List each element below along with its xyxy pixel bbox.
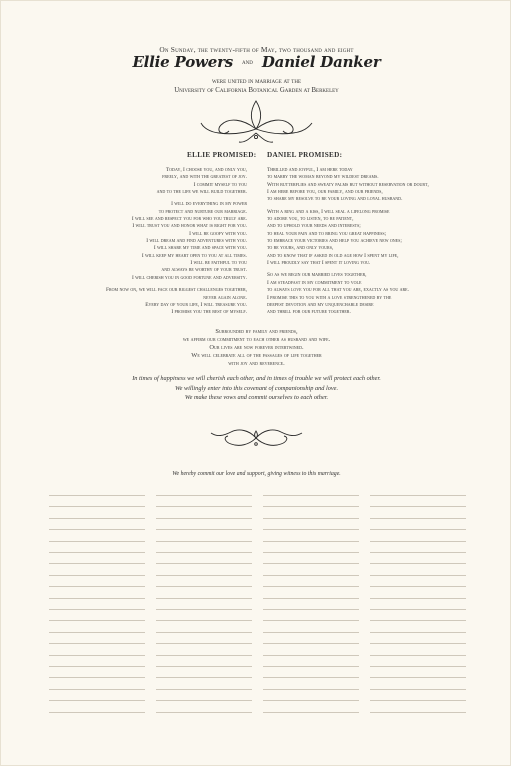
vow-line: freely, and with the greatest of joy. (162, 174, 247, 181)
vow-line: With butterflies and sweaty palms but without reservation or doubt, (267, 181, 429, 188)
signature-line[interactable] (263, 495, 359, 496)
vow-line: to adore you, to listen, to be patient, (267, 216, 354, 223)
signature-line[interactable] (370, 552, 466, 553)
signature-line[interactable] (263, 529, 359, 530)
signature-line[interactable] (156, 598, 252, 599)
signature-line[interactable] (370, 586, 466, 587)
signature-line[interactable] (263, 552, 359, 553)
signature-line[interactable] (49, 700, 145, 701)
signature-line[interactable] (263, 632, 359, 633)
signature-line[interactable] (370, 700, 466, 701)
signature-line[interactable] (156, 609, 252, 610)
signature-line[interactable] (263, 689, 359, 690)
vow-line: I will see and respect you for who you truly are. (131, 216, 247, 223)
signature-line[interactable] (49, 529, 145, 530)
signature-line[interactable] (263, 506, 359, 507)
signature-line[interactable] (156, 643, 252, 644)
signature-line[interactable] (156, 666, 252, 667)
vow-line: Thrilled and joyful, I am here today (267, 167, 353, 173)
vow-line: With a ring and a kiss, I will seal a lifelong promise (267, 208, 390, 215)
vow-line: to share my resolve to be your loving and loyal husband. (267, 196, 403, 203)
vow-line: So as we begin our married lives together, (267, 272, 367, 279)
vow-line: and to know that if asked in old age how I spent my life, (267, 252, 399, 259)
signature-line[interactable] (263, 620, 359, 621)
signature-line[interactable] (49, 518, 145, 519)
signature-line[interactable] (49, 552, 145, 553)
vow-line: I will trust you and honor what is right for you. (132, 223, 247, 230)
covenant-text (1, 374, 511, 403)
vow-line: I am steadfast in my commitment to vole (267, 279, 362, 286)
vow-line: I will keep my heart open to you at all times. (141, 252, 247, 259)
affirmation-line: Surrounded by family and friends, (215, 328, 298, 335)
signature-line[interactable] (263, 563, 359, 564)
vow-line: and always be worthy of your trust. (161, 267, 247, 274)
signature-line[interactable] (49, 689, 145, 690)
signature-line[interactable] (370, 495, 466, 496)
signature-line[interactable] (370, 529, 466, 530)
signature-line[interactable] (49, 495, 145, 496)
covenant-line: We make these vows and commit ourselves to each other. (184, 394, 329, 402)
daniel-para-2 (267, 209, 475, 268)
signature-line[interactable] (156, 586, 252, 587)
signature-line[interactable] (263, 586, 359, 587)
vow-line: never again alone. (203, 294, 247, 301)
signature-line[interactable] (49, 655, 145, 656)
affirmation-line: Our lives are now forever intertwined. (209, 344, 304, 351)
signature-line[interactable] (49, 632, 145, 633)
vow-line: to be yours, and only yours, (267, 245, 334, 252)
signature-line[interactable] (156, 563, 252, 564)
affirmation-line: we affirm our commitment to each other as husband and wife. (182, 336, 331, 343)
signature-line[interactable] (156, 632, 252, 633)
vow-line: I will share my time and space with you. (153, 245, 247, 252)
signature-line[interactable] (263, 666, 359, 667)
signature-line[interactable] (370, 643, 466, 644)
signature-line[interactable] (370, 575, 466, 576)
partner2-name: Daniel Danker (261, 53, 381, 71)
ellie-vows (61, 167, 247, 322)
signature-line[interactable] (263, 598, 359, 599)
and-word: and (242, 59, 253, 66)
vow-line: I will proudly say that I spent it loving you. (267, 260, 371, 267)
signature-line[interactable] (49, 586, 145, 587)
signature-line[interactable] (156, 518, 252, 519)
vow-line: I am here before you, our family, and our friends, (267, 189, 383, 196)
vow-line: and thrill for our future together. (267, 309, 351, 316)
partner1-name: Ellie Powers (132, 53, 234, 71)
vow-line: I commit myself to you (193, 181, 247, 188)
ellie-para-3 (61, 287, 247, 316)
signature-line[interactable] (263, 655, 359, 656)
vow-line: to embrace your victories and help you achieve new ones; (267, 238, 402, 245)
signature-line[interactable] (49, 609, 145, 610)
vow-line: to always love you for all that you are, exactly as you are. (267, 287, 409, 294)
covenant-line: We willingly enter into this covenant of companionship and love. (174, 384, 339, 392)
daniel-vows (267, 167, 475, 322)
daniel-para-1 (267, 167, 475, 204)
united-line-2: University of California Botanical Garden at Berkeley (174, 87, 339, 94)
signature-line[interactable] (263, 643, 359, 644)
signature-line[interactable] (370, 620, 466, 621)
signature-line[interactable] (156, 677, 252, 678)
signature-line[interactable] (49, 506, 145, 507)
top-flourish-ornament (199, 97, 314, 147)
signature-line[interactable] (263, 541, 359, 542)
signature-line[interactable] (49, 563, 145, 564)
daniel-para-3 (267, 272, 475, 316)
vow-line: I will be faithful to you (190, 260, 247, 267)
couple-names (1, 53, 511, 72)
signature-line[interactable] (263, 575, 359, 576)
affirmation-line: We will celebrate all of the passages of life together (191, 352, 322, 359)
signature-line[interactable] (370, 598, 466, 599)
signature-line[interactable] (370, 563, 466, 564)
united-line-1: were united in marriage at the (211, 78, 302, 85)
signature-line[interactable] (370, 506, 466, 507)
signature-line[interactable] (49, 666, 145, 667)
affirmation (1, 328, 511, 368)
signature-line[interactable] (263, 609, 359, 610)
vow-line: Today, I choose you, and only you, (165, 167, 247, 173)
signature-line[interactable] (156, 575, 252, 576)
signature-line[interactable] (49, 677, 145, 678)
signature-line[interactable] (370, 632, 466, 633)
signature-line[interactable] (49, 620, 145, 621)
signature-line[interactable] (49, 541, 145, 542)
signature-line[interactable] (370, 609, 466, 610)
signature-line[interactable] (156, 620, 252, 621)
ellie-para-2 (61, 201, 247, 282)
united-text (1, 77, 511, 95)
signature-line[interactable] (370, 712, 466, 713)
date-line: On Sunday, the twenty-fifth of May, two thousand and eight (159, 45, 354, 54)
vow-line: I will cherish you in good fortune and adversity. (131, 274, 247, 281)
vow-line: and to the life we will build together. (156, 189, 247, 196)
signature-line[interactable] (370, 677, 466, 678)
vow-line: I promise you the best of myself. (171, 309, 247, 316)
signature-line[interactable] (49, 643, 145, 644)
signature-line[interactable] (49, 598, 145, 599)
signature-line[interactable] (49, 712, 145, 713)
signature-line[interactable] (156, 700, 252, 701)
vow-line: I will dream and find adventures with you. (146, 238, 247, 245)
affirmation-line: with joy and reverence. (228, 360, 285, 367)
signature-line[interactable] (156, 552, 252, 553)
signature-line[interactable] (370, 541, 466, 542)
vow-line: and to uphold your needs and interests; (267, 223, 361, 230)
vow-line: Every day of your life, I will treasure you. (145, 301, 247, 308)
signature-line[interactable] (156, 529, 252, 530)
covenant-line: In times of happiness we will cherish each other, and in times of trouble we will protect each other. (132, 375, 381, 382)
vow-line: From now on, we will face our biggest challenges together, (106, 287, 247, 294)
signature-line[interactable] (263, 677, 359, 678)
signature-line[interactable] (370, 655, 466, 656)
vow-line: to heal your pain and to bring you great happiness; (267, 230, 387, 237)
ellie-heading: ELLIE PROMISED: (187, 151, 257, 159)
signature-line[interactable] (370, 666, 466, 667)
signature-line[interactable] (263, 712, 359, 713)
signature-line[interactable] (370, 689, 466, 690)
vow-line: I promise this to you with a love strengthened by the (267, 294, 392, 301)
signature-line[interactable] (263, 518, 359, 519)
vow-line: deepest devotion and my unquenchable desire (267, 301, 374, 308)
signature-line[interactable] (156, 495, 252, 496)
vow-line: to protect and nurture our marriage. (158, 208, 247, 215)
signature-line[interactable] (156, 655, 252, 656)
signature-line[interactable] (370, 518, 466, 519)
signature-line[interactable] (156, 506, 252, 507)
vow-line: I will do everything in my power (171, 201, 247, 208)
vow-line: I will be goofy with you. (189, 230, 247, 237)
vow-line: to marry the woman beyond my wildest dreams. (267, 174, 379, 181)
signature-line[interactable] (49, 575, 145, 576)
daniel-heading: DANIEL PROMISED: (267, 151, 343, 159)
signature-line[interactable] (156, 712, 252, 713)
signature-line[interactable] (156, 689, 252, 690)
ellie-para-1 (61, 167, 247, 196)
signature-line[interactable] (263, 700, 359, 701)
bottom-flourish-ornament (209, 425, 304, 451)
signature-line[interactable] (156, 541, 252, 542)
witness-line: We hereby commit our love and support, giving witness to this marriage. (172, 471, 341, 477)
